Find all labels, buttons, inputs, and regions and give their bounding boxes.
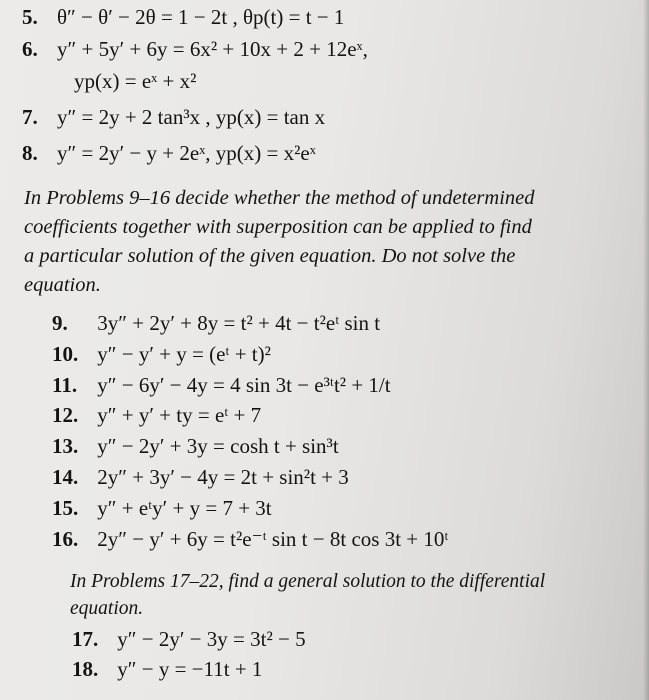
problem-17 — [72, 626, 306, 652]
problem-equation: y″ − y = −11t + 1 — [117, 657, 263, 681]
instruction-line: In Problems 17–22, find a general solution to the differential — [70, 571, 546, 592]
problem-number: 13. — [52, 434, 79, 458]
problem-6-particular — [74, 68, 196, 94]
problem-15 — [52, 495, 272, 521]
problem-equation: y″ + y′ + ty = eᵗ + 7 — [97, 403, 262, 427]
problem-7 — [22, 104, 325, 130]
problem-equation: y″ = 2y′ − y + 2eˣ, yp(x) = x²eˣ — [57, 141, 316, 165]
problem-16 — [52, 526, 448, 552]
problem-6 — [22, 36, 368, 62]
problem-11 — [52, 372, 391, 398]
problem-number: 14. — [52, 465, 79, 489]
problem-equation: θ″ − θ′ − 2θ = 1 − 2t , θp(t) = t − 1 — [57, 5, 345, 29]
problem-number: 18. — [72, 657, 99, 681]
problem-10 — [52, 341, 271, 367]
problem-number: 9. — [52, 311, 68, 335]
problem-equation: y″ − y′ + y = (eᵗ + t)² — [97, 342, 271, 366]
instruction-line: In Problems 9–16 decide whether the method of undetermined — [24, 187, 535, 209]
instruction-line: a particular solution of the given equation. Do not solve the — [24, 245, 516, 267]
problem-equation: y″ − 6y′ − 4y = 4 sin 3t − e³ᵗt² + 1/t — [97, 373, 391, 397]
problem-5 — [22, 4, 344, 30]
problem-equation: y″ − 2y′ + 3y = cosh t + sin³t — [97, 434, 339, 458]
problem-equation: 3y″ + 2y′ + 8y = t² + 4t − t²eᵗ sin t — [97, 311, 381, 335]
instruction-line: equation. — [70, 598, 144, 619]
problem-equation: 2y″ + 3y′ − 4y = 2t + sin²t + 3 — [97, 465, 349, 489]
problem-number: 15. — [52, 496, 79, 520]
problem-number: 17. — [72, 627, 99, 651]
problem-equation: 2y″ − y′ + 6y = t²e⁻ᵗ sin t − 8t cos 3t + 10ᵗ — [97, 527, 449, 551]
problem-equation: yp(x) = eˣ + x² — [74, 69, 197, 93]
problem-number: 16. — [52, 527, 79, 551]
problem-number: 6. — [22, 37, 38, 61]
problem-number: 5. — [22, 5, 38, 29]
problem-number: 7. — [22, 105, 38, 129]
problem-number: 8. — [22, 141, 38, 165]
problem-equation: y″ + 5y′ + 6y = 6x² + 10x + 2 + 12eˣ, — [57, 37, 368, 61]
page-edge-shadow — [643, 0, 649, 700]
problem-13 — [52, 433, 339, 459]
problem-number: 10. — [52, 342, 79, 366]
problem-18 — [72, 656, 262, 682]
problem-8 — [22, 140, 316, 166]
problem-equation: y″ − 2y′ − 3y = 3t² − 5 — [117, 627, 306, 651]
instruction-line: coefficients together with superposition can be applied to find — [24, 216, 532, 238]
problem-12 — [52, 402, 261, 428]
problem-equation: y″ = 2y + 2 tan³x , yp(x) = tan x — [57, 105, 326, 129]
problem-9 — [52, 310, 380, 336]
problem-14 — [52, 464, 349, 490]
problem-number: 11. — [52, 373, 78, 397]
problem-equation: y″ + eᵗy′ + y = 7 + 3t — [97, 496, 272, 520]
problem-number: 12. — [52, 403, 79, 427]
instruction-line: equation. — [24, 274, 101, 296]
